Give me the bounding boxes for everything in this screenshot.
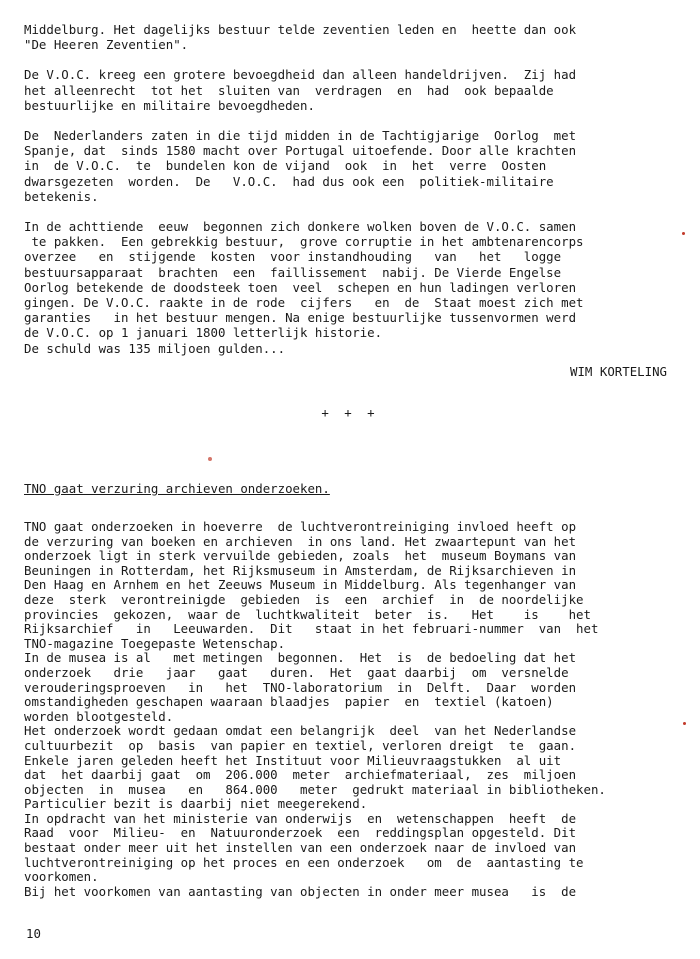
paragraph-2: De V.O.C. kreeg een grotere bevoegdheid dan alleen handeldrijven. Zij had het alleenrecht tot het sluiten van verdragen en had ook bepaalde bestuurlijke en militaire bevoegdheden. — [24, 67, 577, 113]
ink-dot-mark — [682, 232, 685, 235]
paragraph-4: In de achttiende eeuw begonnen zich donkere wolken boven de V.O.C. samen te pakken. Een gebrekkig bestuur, grove corruptie in het ambtenarencorps overzee en stijgende kosten voor instandhouding van het logge bestuursapparaat brachten een faillissement nabij. De Vierde Engelse Oorlog betekende de doodsteek toen veel schepen en hun ladingen verloren gingen. De V.O.C. raakte in de rode cijfers en de Staat moest zich met garanties in het bestuur mengen. Na enige bestuurlijke tussenvormen werd de V.O.C. op 1 januari 1800 letterlijk historie. De schuld was 135 miljoen gulden... — [24, 219, 584, 356]
paragraph-1: Middelburg. Het dagelijks bestuur telde zeventien leden en heette dan ook "De Heeren Zeventien". — [24, 22, 577, 53]
article-continuation — [24, 22, 674, 356]
section-separator: + + + — [321, 405, 379, 420]
author-signature: WIM KORTELING — [570, 364, 667, 379]
ink-dot-mark — [683, 722, 686, 725]
page-number: 10 — [26, 926, 41, 941]
article-heading: TNO gaat verzuring archieven onderzoeken. — [24, 481, 330, 496]
article-body: TNO gaat onderzoeken in hoeverre de luchtverontreiniging invloed heeft op de verzuring van boeken en archieven in ons land. Het zwaartepunt van het onderzoek ligt in sterk vervuilde gebieden, zoals het museum Boymans van Beuningen in Rotterdam, het Rijksmuseum in Amsterdam, de Rijksarchieven in Den Haag en Arnhem en het Zeeuws Museum in Middelburg. Als tegenhanger van deze sterk verontreinigde gebieden is een archief in de noordelijke provincies gekozen, waar de luchtkwaliteit beter is. Het is het Rijksarchief in Leeuwarden. Dit staat in het februari-nummer van het TNO-magazine Toegepaste Wetenschap. In de musea is al met metingen begonnen. Het is de bedoeling dat het onderzoek drie jaar gaat duren. Het gaat daarbij om versnelde verouderingsproeven in het TNO-laboratorium in Delft. Daar worden omstandigheden geschapen waaraan blaadjes papier en textiel (katoen) worden blootgesteld. Het onderzoek wordt gedaan omdat een belangrijk deel van het Nederlandse cultuurbezit op basis van papier en textiel, verloren dreigt te gaan. Enkele jaren geleden heeft het Instituut voor Milieuvraagstukken al uit dat het daarbij gaat om 206.000 meter archiefmateriaal, zes miljoen objecten in musea en 864.000 meter gedrukt materiaal in bibliotheken. Particulier bezit is daarbij niet meegerekend. In opdracht van het ministerie van onderwijs en wetenschappen heeft de Raad voor Milieu- en Natuuronderzoek een reddingsplan opgesteld. Dit bestaat onder meer uit het instellen van een onderzoek naar de invloed van luchtverontreiniging op het proces en een onderzoek om de aantasting te voorkomen. Bij het voorkomen van aantasting van objecten in onder meer musea is de — [24, 519, 606, 899]
ink-dot-mark — [208, 457, 212, 461]
paragraph-3: De Nederlanders zaten in die tijd midden in de Tachtigjarige Oorlog met Spanje, dat sinds 1580 macht over Portugal uitoefende. Door alle krachten in de V.O.C. te bundelen kon de vijand ook in het verre Oosten dwarsgezeten worden. De V.O.C. had dus ook een politiek-militaire betekenis. — [24, 128, 577, 204]
